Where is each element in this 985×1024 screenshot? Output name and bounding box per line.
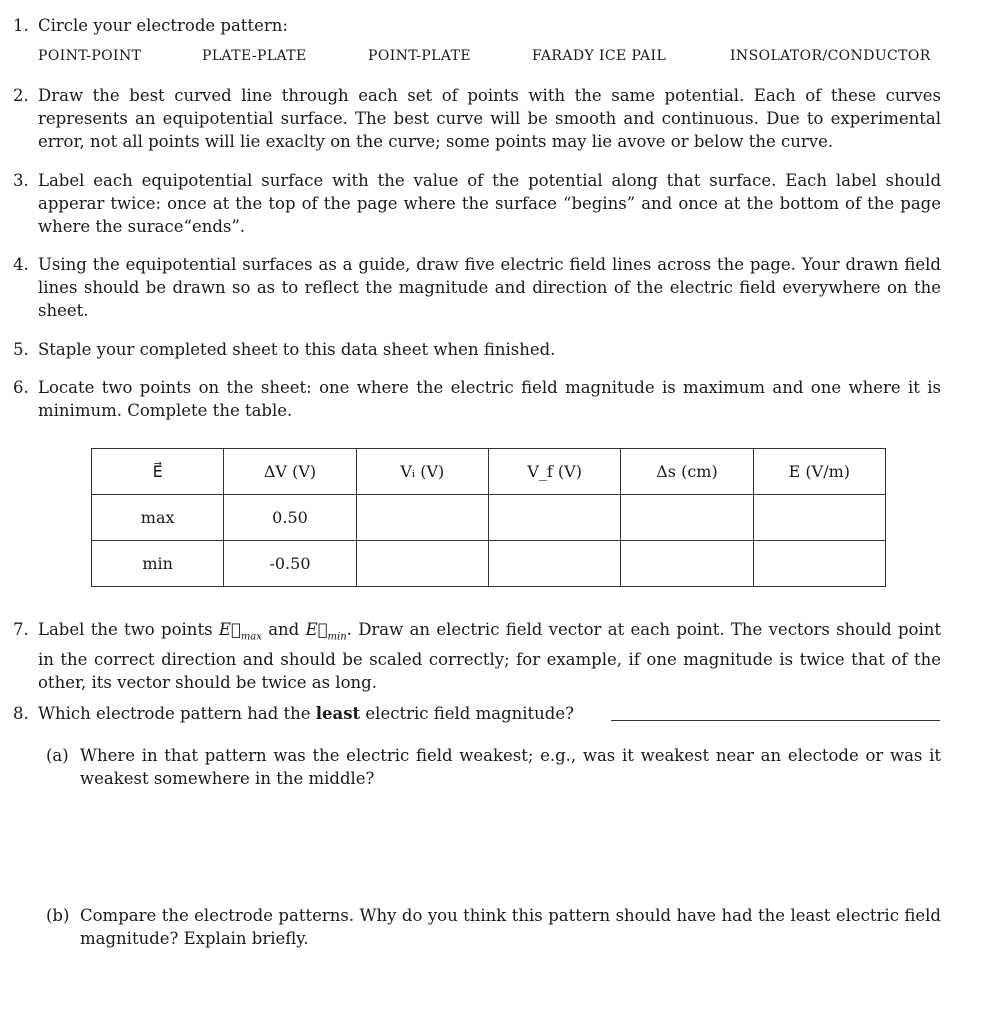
question-number: 1.: [13, 16, 29, 35]
question-number: 3.: [13, 171, 29, 190]
question-number: 4.: [13, 255, 29, 274]
question-8: [13, 702, 941, 725]
e-field-cell[interactable]: [753, 541, 885, 587]
pattern-option-plate-plate[interactable]: PLATE-PLATE: [202, 48, 307, 64]
header-v-final: V_f (V): [488, 449, 620, 495]
header-delta-v: ΔV (V): [224, 449, 356, 495]
delta-s-cell[interactable]: [621, 495, 753, 541]
question-text: Label the two points $E⃗_{max}$ and $E⃗_{min}$. Draw an electric field vector at each point. The vectors should point in the correct direction and should be scaled correctly; for example, if one magnitude is twice that of the other, its vector should be twice as long.: [38, 620, 941, 693]
question-text: Where in that pattern was the electric field weakest; e.g., was it weakest near an electode or was it weakest somewhere in the middle?: [80, 746, 941, 788]
delta-v-cell[interactable]: -0.50: [224, 541, 356, 587]
question-4: [13, 253, 941, 322]
sub-question-label: (a): [46, 746, 69, 765]
question-text: Circle your electrode pattern:: [38, 16, 288, 35]
question-7: [13, 618, 941, 694]
sub-question-label: (b): [46, 906, 70, 925]
header-v-initial: Vᵢ (V): [356, 449, 488, 495]
question-number: 5.: [13, 340, 29, 359]
row-label: min: [92, 541, 224, 587]
header-e-field: E (V/m): [753, 449, 885, 495]
field-data-table: [91, 448, 886, 587]
electrode-pattern-options: [0, 48, 985, 68]
table-row-min: [92, 541, 886, 587]
question-text: Compare the electrode patterns. Why do you think this pattern should have had the least electric field magnitude? Explain briefly.: [80, 906, 941, 948]
question-3: [13, 169, 941, 238]
question-number: 2.: [13, 86, 29, 105]
question-text: Draw the best curved line through each set of points with the same potential. Each of these curves represents an equipotential surface. The best curve will be smooth and continuous. Due to experimental error, not all points will lie exaclty on the curve; some points may lie avove or below the curve.: [38, 86, 941, 151]
pattern-option-faraday-ice-pail[interactable]: FARADY ICE PAIL: [532, 48, 667, 64]
delta-v-cell[interactable]: 0.50: [224, 495, 356, 541]
question-8a: [46, 744, 941, 790]
question-6: [13, 376, 941, 422]
question-text: Label each equipotential surface with the value of the potential along that surface. Each label should apperar twice: once at the top of the page where the surface “begins” and once at the bottom of the page where the surace“ends”.: [38, 171, 941, 236]
pattern-option-point-plate[interactable]: POINT-PLATE: [368, 48, 471, 64]
question-number: 8.: [13, 704, 29, 723]
e-max-symbol: E⃗: [218, 620, 241, 639]
question-2: [13, 84, 941, 153]
pattern-option-point-point[interactable]: POINT-POINT: [38, 48, 142, 64]
question-text: Locate two points on the sheet: one where the electric field magnitude is maximum and one where it is minimum. Complete the table.: [38, 378, 941, 420]
question-5: [13, 338, 941, 361]
header-delta-s: Δs (cm): [621, 449, 753, 495]
question-text: Using the equipotential surfaces as a guide, draw five electric field lines across the page. Your drawn field lines should be drawn so as to reflect the magnitude and direction of the electric field everywhere on the sheet.: [38, 255, 941, 320]
v-final-cell[interactable]: [488, 495, 620, 541]
question-1: [13, 14, 941, 37]
table-header-row: [92, 449, 886, 495]
v-final-cell[interactable]: [488, 541, 620, 587]
e-field-cell[interactable]: [753, 495, 885, 541]
question-text: Which electrode pattern had the least electric field magnitude?: [38, 704, 574, 723]
e-min-symbol: E⃗: [305, 620, 328, 639]
question-number: 7.: [13, 620, 29, 639]
question-8b: [46, 904, 941, 950]
row-label: max: [92, 495, 224, 541]
pattern-option-insulator-conductor[interactable]: INSOLATOR/CONDUCTOR: [730, 48, 931, 64]
delta-s-cell[interactable]: [621, 541, 753, 587]
table-row-max: [92, 495, 886, 541]
v-initial-cell[interactable]: [356, 541, 488, 587]
question-text: Staple your completed sheet to this data sheet when finished.: [38, 340, 556, 359]
v-initial-cell[interactable]: [356, 495, 488, 541]
question-number: 6.: [13, 378, 29, 397]
answer-line[interactable]: [611, 720, 940, 721]
header-field-vector: E⃗: [92, 449, 224, 495]
